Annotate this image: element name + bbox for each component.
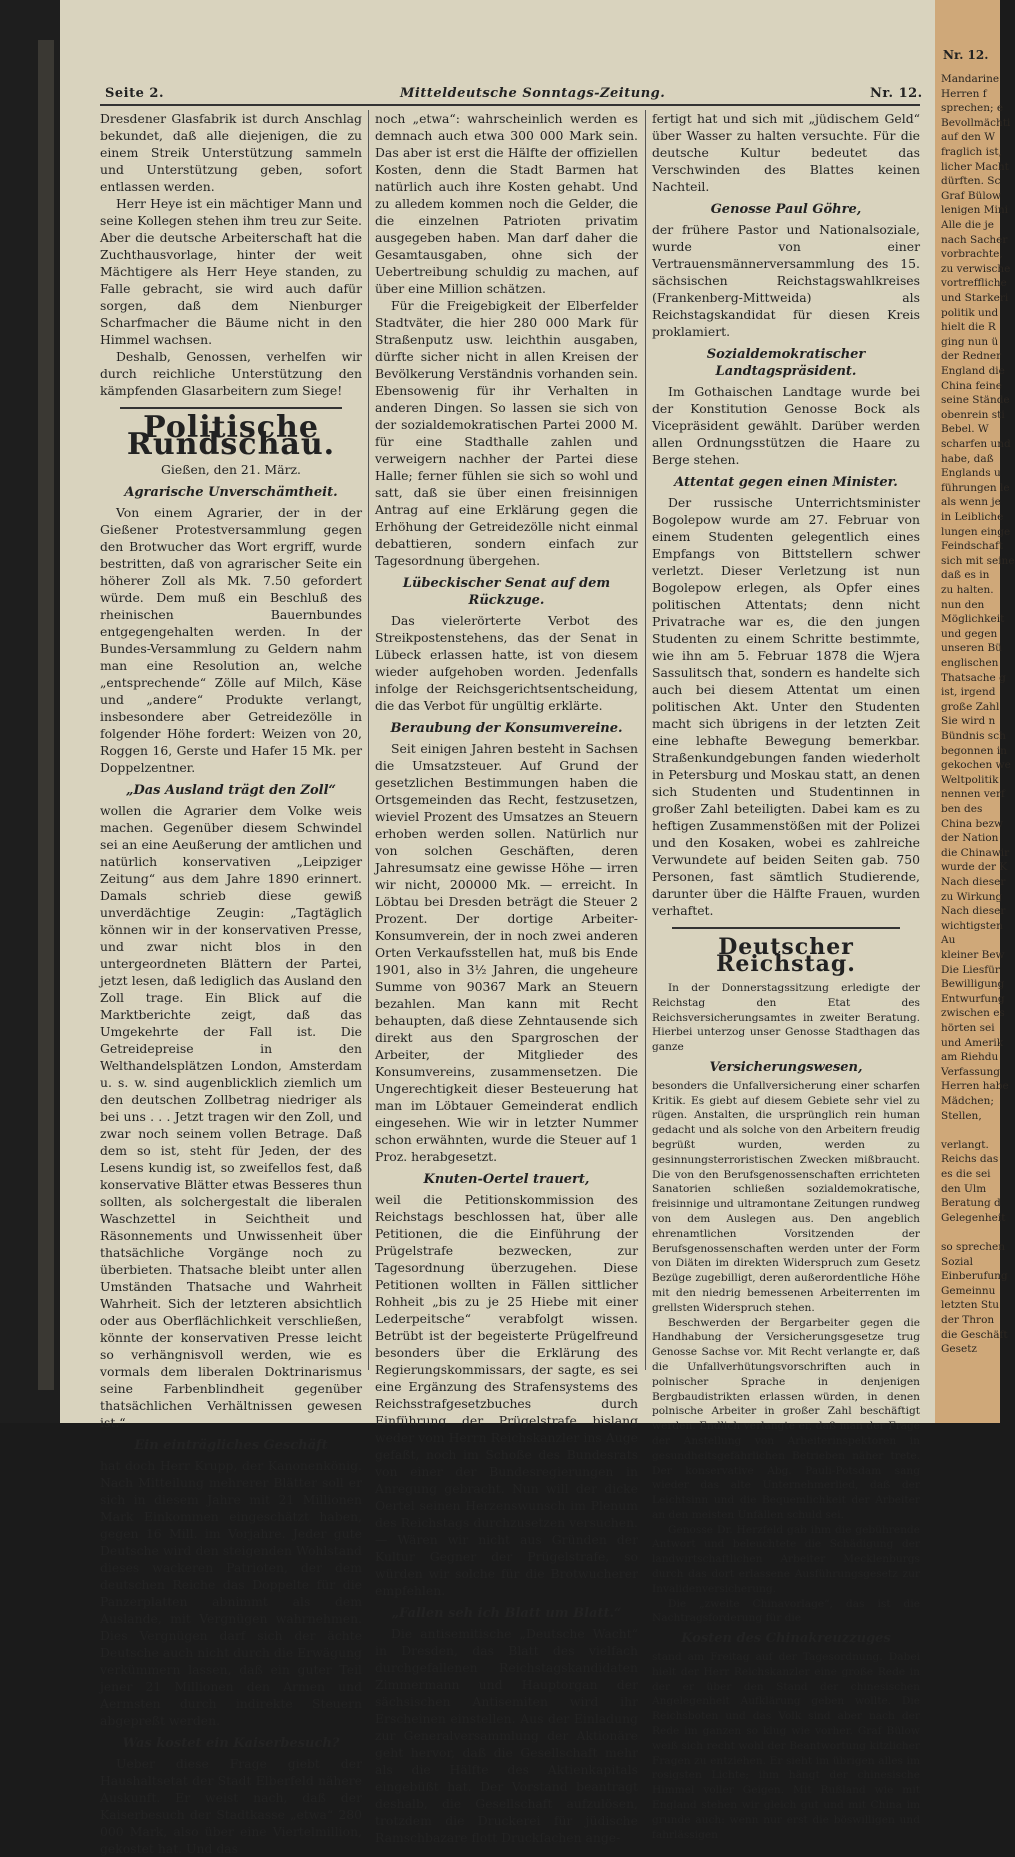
- heading-knuten: Knuten-Oertel trauert,: [423, 1172, 590, 1187]
- adjacent-page-fragment: scharfen und: [941, 438, 1011, 450]
- header-rule: [100, 104, 920, 106]
- article-goehre: [652, 221, 920, 340]
- paragraph: Das vielerörterte Verbot des Streikpostenstehens, das der Senat in Lübeck erlassen hatte, ist von diesem wieder aufgehoben worden. Jedenfalls infolge der Reichsgerichtsentscheidung, die das Verbot für ungültig erklärte.: [375, 613, 638, 713]
- paragraph: fertigt hat und sich mit „jüdischem Geld“ über Wasser zu halten versuchte. Für die deutsche Kultur bedeutet das Verschwinden des Blattes keinen Nachteil.: [652, 111, 920, 194]
- column-2: [375, 110, 638, 1845]
- paragraph: Von einem Agrarier, der in der Gießener Protestversammlung gegen den Brotwucher das Wort ergriff, wurde bestritten, daß von agrarischer Seite ein höherer Zoll als Mk. 7.50 gefordert würde. Dem muß ein Beschluß des rheinischen Bauernbundes entgegengehalten werden. In der Bundes-Versammlung zu Geldern nahm man eine Resolution an, welche „entsprechende“ Zölle auf Milch, Käse und „andere“ Produkte verlangt, insbesondere aber Getreidezölle in folgender Höhe fordert: Weizen von 20, Roggen 16, Gerste und Hafer 15 Mk. per Doppelzentner.: [100, 505, 362, 775]
- adjacent-page-fragment: ist, irgend: [941, 686, 996, 699]
- adjacent-page-fragment: unseren Bü: [941, 642, 1002, 655]
- adjacent-page-header: Nr. 12.: [943, 48, 989, 62]
- adjacent-page-fragment: hörten sei: [941, 1022, 995, 1034]
- adjacent-page-fragment: große Zahl: [941, 700, 1000, 713]
- adjacent-page-fragment: sich mit seine: [941, 554, 1015, 567]
- adjacent-page-fragment: englischen: [941, 657, 999, 669]
- paragraph: Ueber diese Frage giebt der Haushaltsetat der Stadt Elberfeld nähere Auskunft. Er weist nach, daß der Kaiserbesuch der Stadtkasse „etwa“ 280 000 Mark, also über eine Viertelmillion, gekostet hat. Und das: [100, 1756, 362, 1856]
- adjacent-page-fragment: es die sei: [941, 1168, 991, 1180]
- adjacent-page-fragment: Stellen,: [941, 1109, 982, 1122]
- adjacent-page-fragment: der Thron: [941, 1314, 995, 1326]
- adjacent-page-fragment: Bündnis sch: [941, 730, 1006, 742]
- adjacent-page-fragment: nach Sacher: [941, 233, 1008, 246]
- article-fallen: [375, 1625, 638, 1846]
- adjacent-page-fragment: die Chinawir: [941, 846, 1010, 859]
- adjacent-page-fragment: letzten Stu: [941, 1299, 1000, 1312]
- adjacent-page-fragment: Möglichkeit: [941, 613, 1005, 626]
- adjacent-page-fragment: Herren f: [941, 87, 987, 100]
- paragraph: Die antisemitische „Deutsche Wacht“ in Dresden, das Blatt des vielfach durchgefallenen Reichstagskandidaten Zimmermann und Hauptorgan der sächsischen Antisemiten wird ihr Erscheinen einstellen. Aus der Einladung zur Generalversammlung der Aktionäre geht hervor, daß die Gesellschaft mehr als die Hälfte des Aktienkapitals eingebüßt hat. Der Vorstand beantragt deshalb, die Gesellschaft aufzulösen, trotzdem die Druckerei für jüdische Ramschbazare flott Druckſachen ange-: [375, 1626, 638, 1845]
- adjacent-page-fragment: führungen le: [941, 481, 1010, 494]
- section-title-rundschau: Politische Rundschau.: [126, 410, 336, 462]
- heading-geschaeft: Ein einträgliches Geschäft: [134, 1438, 328, 1453]
- adjacent-page-fragment: China feine: [941, 379, 1002, 392]
- adjacent-page-fragment: Mädchen;: [941, 1095, 994, 1107]
- article-kaiser: [100, 1755, 362, 1857]
- adjacent-page-fragment: Herren habe: [941, 1080, 1009, 1093]
- adjacent-page-fragment: Weltpolitik: [941, 773, 999, 786]
- article-attentat: [652, 494, 920, 919]
- adjacent-page-fragment: Sozial: [941, 1255, 974, 1268]
- adjacent-page-fragment: kleiner Bew: [941, 949, 1005, 961]
- adjacent-page-fragment: Englands u: [941, 467, 1001, 480]
- adjacent-page-fragment: wurde der K: [941, 861, 1008, 874]
- adjacent-page-fragment: habe, daß: [941, 452, 994, 465]
- adjacent-page-fragment: Gelegenheit: [941, 1211, 1006, 1224]
- adjacent-page-fragment: Nach dieser: [941, 876, 1006, 888]
- column-divider: [645, 110, 646, 1370]
- article-agrar: [100, 504, 362, 776]
- dateline: Gießen, den 21. März.: [161, 462, 301, 477]
- adjacent-page-strip: [935, 0, 1015, 1423]
- paragraph: weil die Petitionskommission des Reichstags beschlossen hat, über alle Petitionen, die die Einführung der Prügelstrafe bezwecken, zur Tagesordnung überzugehen. Diese Petitionen wollten in Fällen sittlicher Rohheit „bis zu je 25 Hiebe mit einer Lederpeitsche“ verabfolgt wissen. Betrübt ist der begeisterte Prügelfreund besonders über die Erklärung des Regierungskommissars, der sagte, es sei eine Ergänzung des Strafensystems des Reichsstrafgesetzbuches durch Einführung der Prügelstrafe bislang weder vom Herrn Reichskanzler ins Auge gefaßt, noch im Schoße des Bundesrats von einer der Bundesregierungen in Anregung gebracht. Nun will der dicke Oertel seinen Herzenswunsch im Plenum des Reichstags durchzusetzen versuchen. — Wären wir nicht aus Gründen der Kultur Gegner der Prügelstrafe, so würden wir solche für die Brotwucherer empfehlen.: [375, 1192, 638, 1598]
- adjacent-page-fragment: die Geschäft: [941, 1328, 1008, 1341]
- paragraph: besonders die Unfallversicherung einer scharfen Kritik. Es giebt auf diesem Gebiete sehr viel zu rügen. Anstalten, die ursprünglich rein human gedacht und als solche von den Arbeitern freudig begrüßt wurden, werden zu gesinnungsterroristischen Zwecken mißbraucht. Die von den Berufsgenossenschaften errichteten Sanatorien schließen sozialdemokratische, freisinnige und ultramontane Zeitungen rundweg von dem Auslegen aus. Den angeblich ehrenamtlichen Vorsitzenden der Berufsgenossenschaften werden unter der Form von Diäten im direkten Widerspruch zum Gesetz Bezüge zugebilligt, deren außerordentliche Höhe mit den niedrig bemessenen Arbeiterrenten im grellsten Widerspruch stehen.: [652, 1079, 920, 1314]
- heading-goehre: Genosse Paul Göhre,: [710, 202, 862, 217]
- heading-konsum: Beraubung der Konsumvereine.: [390, 721, 623, 736]
- adjacent-page-fragment: Bevollmächti: [941, 116, 1011, 129]
- heading-fallen: „Fallen seh ich Blatt um Blatt.“: [391, 1606, 622, 1621]
- adjacent-page-fragment: lenigen Mini: [941, 204, 1008, 217]
- section-separator: [672, 927, 900, 929]
- issue-number: Nr. 12.: [870, 86, 923, 101]
- adjacent-page-fragment: und Amerik: [941, 1036, 1004, 1049]
- paragraph: Herr Heye ist ein mächtiger Mann und seine Kollegen stehen ihm treu zur Seite. Aber die deutsche Arbeiterschaft hat die Zuchthausvorlage, hinter der weit Mächtigere als Herr Heye standen, zu Falle gebracht, sie wird auch dafür sorgen, daß dem Nienburger Scharfmacher die Bäume nicht in den Himmel wachsen.: [100, 196, 362, 347]
- adjacent-page-fragment: zu halten.: [941, 584, 994, 596]
- adjacent-page-fragment: England die: [941, 365, 1005, 377]
- article-konsum: [375, 740, 638, 1165]
- paragraph: hat doch Herr Krupp, der Kanonenkönig. Nach Mitteilung mehrerer Blätter soll er sich in diesem Jahre mit 21 Millionen Mark Einkommen eingeschätzt haben, gegen 16 Mill. im Vorjahre. Jeder gute Deutsche wird den steigenden Wohlstand dieses wackeren Patrioten, der dem deutschen Reiche das Doppelte für die Panzerplatten abnimmt als dem Auslande, mit Vergnügen wahrnehmen. Dies Vergnügen darf sich der ächte Deutsche auch nicht durch die Erwägung verkümmern lassen, daß ein guter Teil jener 21 Millionen den Armen und Aermsten durch indirekte Steuern abgepreßt werden.: [100, 1458, 362, 1728]
- adjacent-page-fragment: Au: [941, 934, 956, 947]
- adjacent-page-fragment: Graf Bülow: [941, 189, 1002, 202]
- adjacent-page-fragment: Nach dieser: [941, 905, 1006, 918]
- article-versicherung: [652, 1079, 920, 1626]
- article-knuten: [375, 1191, 638, 1599]
- paragraph: Genosse Dr. Herzfeld gab ihm die gebührende Antwort und beleuchtete die Schädigung der landwirtschaftlichen Arbeiter Mecklenburgs durch das dort erlassene Ausführungsgesetz zur Invalidenversicherung.: [652, 1523, 920, 1595]
- adjacent-page-fragment: Beratung d: [941, 1197, 1001, 1210]
- adjacent-page-fragment: zu verwische: [941, 262, 1011, 275]
- reichstag-intro: In der Donnerstagssitzung erledigte der Reichstag den Etat des Reichsversicherungsamtes in zweiter Beratung. Hierbei unterzog unser Genosse Stadthagen das ganze: [652, 982, 920, 1054]
- paragraph: Dresdener Glasfabrik ist durch Anschlag bekundet, daß alle diejenigen, die zu einem Streik Unterstützung sammeln und Unterstützung geben, sofort entlassen werden.: [100, 111, 362, 194]
- column-3: [652, 110, 920, 1841]
- adjacent-page-fragment: Mandarine: [941, 73, 1000, 85]
- adjacent-page-fragment: lungen einge: [941, 525, 1011, 538]
- adjacent-page-fragment: gekochen we: [941, 759, 1011, 772]
- paragraph: noch „etwa“: wahrscheinlich werden es demnach auch etwa 300 000 Mark sein. Das aber ist erst die Hälfte der offiziellen Kosten, denn die Stadt Barmen hat natürlich auch ihre Kosten gehabt. Und zu alledem kommen noch die Gelder, die die einzelnen Patrioten privatim ausgegeben haben. Man darf daher die Gesamtausgaben, ohne sich der Uebertreibung schuldig zu machen, auf über eine Million schätzen.: [375, 111, 638, 296]
- adjacent-page-fragment: am Riehdu: [941, 1051, 999, 1064]
- adjacent-page-fragment: dürften. Sc: [941, 175, 1001, 188]
- adjacent-page-fragment: seine Stände: [941, 394, 1010, 407]
- paper-title: Mitteldeutsche Sonntags-Zeitung.: [400, 86, 666, 101]
- section-separator: [120, 407, 342, 409]
- column-divider: [368, 110, 369, 1370]
- paragraph: wollen die Agrarier dem Volke weis machen. Gegenüber diesem Schwindel sei an eine Aeußerung der amtlichen und natürlich konservativen „Leipziger Zeitung“ aus dem Jahre 1890 erinnert. Damals schrieb diese gewiß unverdächtige Zeugin: „Tagtäglich können wir in der konservativen Presse, und zwar nicht blos in den untergeordneten Blättern der Partei, jetzt lesen, daß lediglich das Ausland den Zoll trage. Ein Blick auf die Marktberichte zeigt, daß das Umgekehrte der Fall ist. Die Getreidepreise in den Welthandelsplätzen London, Amsterdam u. s. w. sind augenblicklich ziemlich um den deutschen Zollbetrag niedriger als bei uns . . . Jetzt tragen wir den Zoll, und zwar noch seinem vollen Betrage. Daß dem so ist, steht für Jeden, der des Lesens kundig ist, so zweifellos fest, daß konservative Blätter etwas Besseres thun sollten, als solchergestalt die liberalen Waschzettel in Seichtheit und Räsonnements und Unwissenheit über thatsächliche Vorgänge noch zu überbieten. Thatsache bleibt unter allen Umständen Thatsache und Wahrheit Wahrheit. Sich der letzteren absichtlich oder aus Oberflächlichkeit verschließen, könnte der konservativen Presse leicht so verhängnisvoll werden, wie es vormals dem liberalen Doktrinarismus seine Farbenblindheit gegenüber thatsächlichen Verhältnissen gewesen ist.“: [100, 803, 362, 1430]
- col3-lead: [652, 110, 920, 195]
- adjacent-page-fragment: der Redner: [941, 350, 1002, 363]
- adjacent-page-fragment: Gesetz: [941, 1343, 977, 1356]
- adjacent-page-fragment: obenrein sti: [941, 408, 1005, 421]
- heading-attentat: Attentat gegen einen Minister.: [674, 475, 898, 490]
- article-china: [652, 1650, 920, 1842]
- adjacent-page-fragment: in Leibliche: [941, 511, 1004, 523]
- adjacent-page-fragment: und Starkeri: [941, 292, 1009, 304]
- book-binding: [0, 0, 60, 1423]
- heading-versicherung: Versicherungswesen,: [709, 1059, 863, 1075]
- adjacent-page-fragment: Alle die je: [941, 219, 994, 231]
- article-luebeck: [375, 612, 638, 714]
- paragraph: der frühere Pastor und Nationalsoziale, wurde von einer Vertrauensmännerversammlung des 15. sächsischen Reichstagswahlkreises (Frankenberg-Mittweida) als Reichstagskandidat für diesen Kreis proklamiert.: [652, 222, 920, 339]
- heading-kaiser: Was kostet ein Kaiserbesuch?: [122, 1736, 340, 1751]
- adjacent-page-fragment: fraglich ist,: [941, 146, 1002, 158]
- adjacent-page-fragment: als wenn je: [941, 496, 1001, 509]
- adjacent-page-fragment: wichtigsten: [941, 919, 1003, 932]
- adjacent-page-fragment: verlangt.: [941, 1138, 989, 1151]
- col2-lead: [375, 110, 638, 569]
- adjacent-page-fragment: Bewilligung: [941, 978, 1005, 991]
- adjacent-page-fragment: nun den: [941, 598, 985, 611]
- adjacent-page-fragment: Die Liesfür: [941, 963, 1000, 976]
- paragraph: Für die Freigebigkeit der Elberfelder Stadtväter, die hier 280 000 Mark für Straßenputz usw. leichthin ausgaben, dürfte sicher nicht in allen Kreisen der Bevölkerung Verständnis vorhanden sein. Ebensowenig für ihr Verhalten in anderen Dingen. So lassen sie sich von der sozialdemokratischen Partei 2000 M. für eine Stadthalle zahlen und verweigern nachher der Partei diese Halle; ferner fühlen sie sich so wohl und satt, daß sie über einen freisinnigen Antrag auf eine Erklärung gegen die Erhöhung der Getreidezölle nicht einmal debattieren, sondern einfach zur Tagesordnung übergehen.: [375, 298, 638, 568]
- col1-intro: [100, 110, 362, 399]
- adjacent-page-fragment: Feindschaft: [941, 540, 1004, 553]
- column-1: [100, 110, 362, 1856]
- paragraph: Deshalb, Genossen, verhelfen wir durch reichliche Unterstützung den kämpfenden Glasarbeitern zum Siege!: [100, 349, 362, 398]
- adjacent-page-fragment: Gemeinnu: [941, 1284, 996, 1297]
- adjacent-page-fragment: Entwurfung: [941, 992, 1005, 1005]
- adjacent-page-fragment: nennen verf: [941, 788, 1005, 801]
- adjacent-page-fragment: Bebel. W: [941, 423, 989, 436]
- adjacent-page-fragment: ging nun ü: [941, 335, 999, 348]
- adjacent-page-fragment: so sprechen: [941, 1241, 1006, 1253]
- paragraph: stand am Freitag auf der Tagesordnung. Dabei hielt der Herr Reichskanzler eine große Rede in der er über den Stand der chinesischen Angelegenheit Aufklärung geben wollte. Die Reichsboten und das Volk sind aber nach der Rede im ganzen so klug wie vorher. Graf Bülow weiß sich recht wohl der Beantwortung kitzlicher Fragen zu entziehen. Er sieht im übrigen alles im rosigsten Lichte; ihm hängt der chinesische Himmel voller Geigen. Mit Rußland wie mit England stehen wir gleich gut und mit China im grunde auch: wenn nur erst die böswilligen und fahrlässigen: [652, 1651, 920, 1841]
- adjacent-page-fragment: ben des: [941, 803, 983, 815]
- adjacent-page-fragment: auf den W: [941, 131, 996, 144]
- adjacent-page-fragment: hielt die R: [941, 321, 996, 334]
- adjacent-page-fragment: zu Wirkung: [941, 890, 1003, 903]
- adjacent-page-fragment: Einberufung: [941, 1270, 1008, 1283]
- heading-china: Kosten des Chinakreuzzuges: [681, 1631, 891, 1647]
- adjacent-page-fragment: daß es in: [941, 569, 990, 582]
- adjacent-page-fragment: der Nation: [941, 832, 999, 845]
- section-title-reichstag: Deutscher Reichstag.: [716, 934, 856, 977]
- binding-edge: [38, 40, 54, 1390]
- adjacent-page-fragment: Verfassung: [941, 1065, 1001, 1078]
- adjacent-page-fragment: politik und: [941, 306, 999, 319]
- page-label: Seite 2.: [105, 86, 164, 101]
- adjacent-page-fragment: licher Macht: [941, 160, 1009, 173]
- article-geschaeft: [100, 1457, 362, 1729]
- paragraph: Die „zweite Chinavorlage“, das ist die Nachtragsforderung für die: [652, 1597, 920, 1625]
- paragraph: Der russische Unterrichtsminister Bogolepow wurde am 27. Februar von einem Studenten gelegentlich eines Empfangs von Bittstellern schwer verletzt. Dieser Verletzung ist nun Bogolepow erlegen, als Opfer eines politischen Attentats; denn nicht Privatrache war es, die den jungen Studenten zu einem Schritte bestimmte, wie ihn am 5. Februar 1878 die Wjera Sassulitsch that, sondern es handelte sich auch bei diesem Attentat um einen politischen Akt. Unter den Studenten macht sich übrigens in der letzten Zeit eine lebhafte Bewegung bemerkbar. Straßenkundgebungen fanden wiederholt in Petersburg und Moskau statt, an denen sich Studenten und Studentinnen in großer Zahl beteiligten. Dabei kam es zu heftigen Zusammenstößen mit der Polizei und den Kosaken, wobei es zahlreiche Verwundete auf beiden Seiten gab. 750 Personen, fast sämtlich Studierende, darunter über die Hälfte Frauen, wurden verhaftet.: [652, 495, 920, 918]
- adjacent-page-fragment: vortreffliche: [941, 277, 1007, 290]
- heading-ausland: „Das Ausland trägt den Zoll“: [125, 783, 337, 798]
- heading-landtag: Sozialdemokratischer Landtagspräsident.: [706, 347, 866, 379]
- paragraph: Im Gothaischen Landtage wurde bei der Konstitution Genosse Bock als Vicepräsident gewählt. Darüber werden allen Ordnungsstützen die Haare zu Berge stehen.: [652, 384, 920, 467]
- heading-luebeck: Lübeckischer Senat auf dem Rückzuge.: [402, 576, 611, 608]
- adjacent-page-fragment: vorbrachte,: [941, 248, 1003, 261]
- adjacent-page-fragment: zwischen es: [941, 1007, 1005, 1020]
- adjacent-page-fragment: sprechen; e: [941, 102, 1004, 115]
- adjacent-page-fragment: China bezw: [941, 817, 1003, 830]
- heading-agrar: Agrarische Unverschämtheit.: [124, 485, 338, 500]
- adjacent-page-fragment: Reichs das: [941, 1153, 999, 1166]
- paragraph: Seit einigen Jahren besteht in Sachsen die Umsatzsteuer. Auf Grund der gesetzlichen Bestimmungen haben die Ortsgemeinden das Recht, festzusetzen, wieviel Prozent des Umsatzes an Steuern erhoben werden sollen. Natürlich nur von solchen Geschäften, deren Jahresumsatz eine gewisse Höhe — irren wir nicht, 200000 Mk. — erreicht. In Löbtau bei Dresden beträgt die Steuer 2 Prozent. Der dortige Arbeiter-Konsumverein, der in noch zwei anderen Orten Verkaufsstellen hat, muß bis Ende 1901, also in 3½ Jahren, die ungeheure Summe von 90367 Mark an Steuern bezahlen. Man kann mit Recht behaupten, daß diese Zehntausende sich direkt aus den Spargroschen der Arbeiter, der Mitglieder des Konsumvereins, zusammensetzen. Die Ungerechtigkeit dieser Besteuerung hat man im Löbtauer Gemeinderat endlich eingesehen. Wie wir in letzter Nummer schon erwähnten, wurde die Steuer auf 1 Proz. herabgesetzt.: [375, 741, 638, 1164]
- adjacent-page-fragment: Thatsache g: [941, 671, 1006, 684]
- adjacent-page-fragment: den Ulm: [941, 1182, 987, 1195]
- paragraph: Beschwerden der Bergarbeiter gegen die Handhabung der Versicherungsgesetze trug Genosse Sachse vor. Mit Recht verlangte er, daß die Unfallverhütungsvorschriften auch in polnischer Sprache in denjenigen Bergbaudistrikten erlassen würden, in denen polnische Arbeiter in großer Zahl beschäftigt werden. Endlich verlangte er, daß man der Frage der Anstellung von Arbeiterinspektoren in gesundheitsgefährlichen Betrieben näher trete. Der konservative Abg. Pauli-Potsdam sang wieder das alte Unternehmerlied, daß der Leichtsinn und die Bequemlichkeit der Arbeiter an den meisten Unfällen schuld sei.: [652, 1316, 920, 1521]
- article-landtag: [652, 383, 920, 468]
- article-ausland: [100, 802, 362, 1431]
- adjacent-page-fragment: begonnen in: [941, 744, 1007, 757]
- adjacent-page-fragment: und gegen: [941, 627, 998, 640]
- adjacent-page-fragment: Sie wird n: [941, 715, 996, 728]
